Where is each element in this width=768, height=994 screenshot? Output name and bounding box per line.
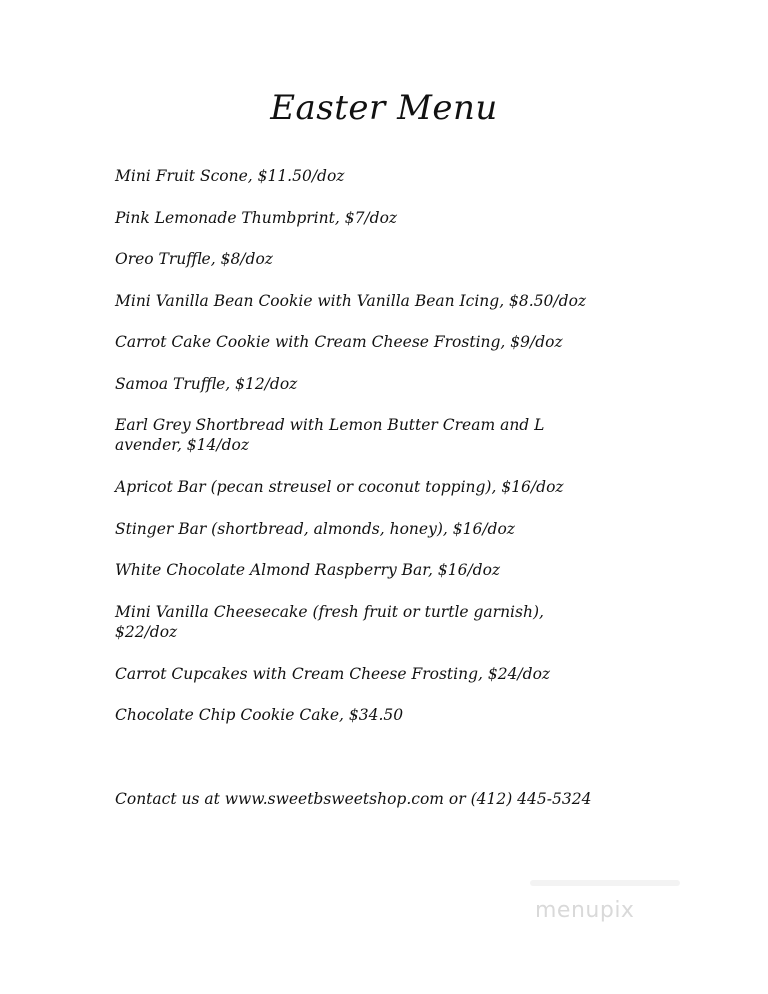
menu-item: White Chocolate Almond Raspberry Bar, $16/doz — [115, 561, 501, 579]
menu-item: Oreo Truffle, $8/doz — [115, 250, 273, 268]
contact-line: Contact us at www.sweetbsweetshop.com or (412) 445-5324 — [115, 790, 592, 808]
menu-item: Chocolate Chip Cookie Cake, $34.50 — [115, 706, 404, 724]
menu-item: Mini Fruit Scone, $11.50/doz — [115, 167, 345, 185]
menu-list — [115, 166, 675, 747]
menu-item: Apricot Bar (pecan streusel or coconut topping), $16/doz — [115, 478, 564, 496]
watermark-logo: menupix — [535, 898, 635, 923]
menu-item: Earl Grey Shortbread with Lemon Butter Cream and L avender, $14/doz — [115, 416, 545, 454]
menu-item: Carrot Cupcakes with Cream Cheese Frosting, $24/doz — [115, 664, 551, 683]
menu-item: Pink Lemonade Thumbprint, $7/doz — [115, 208, 398, 227]
menu-item: Stinger Bar (shortbread, almonds, honey), $16/doz — [115, 519, 515, 538]
page-title: Easter Menu — [270, 88, 498, 128]
menu-item: Carrot Cake Cookie with Cream Cheese Frosting, $9/doz — [115, 333, 563, 351]
menu-item: Samoa Truffle, $12/doz — [115, 374, 298, 393]
menu-item: Mini Vanilla Cheesecake (fresh fruit or turtle garnish), $22/doz — [115, 602, 544, 641]
watermark-smudge — [530, 880, 680, 886]
menu-item: Mini Vanilla Bean Cookie with Vanilla Bean Icing, $8.50/doz — [115, 291, 587, 310]
